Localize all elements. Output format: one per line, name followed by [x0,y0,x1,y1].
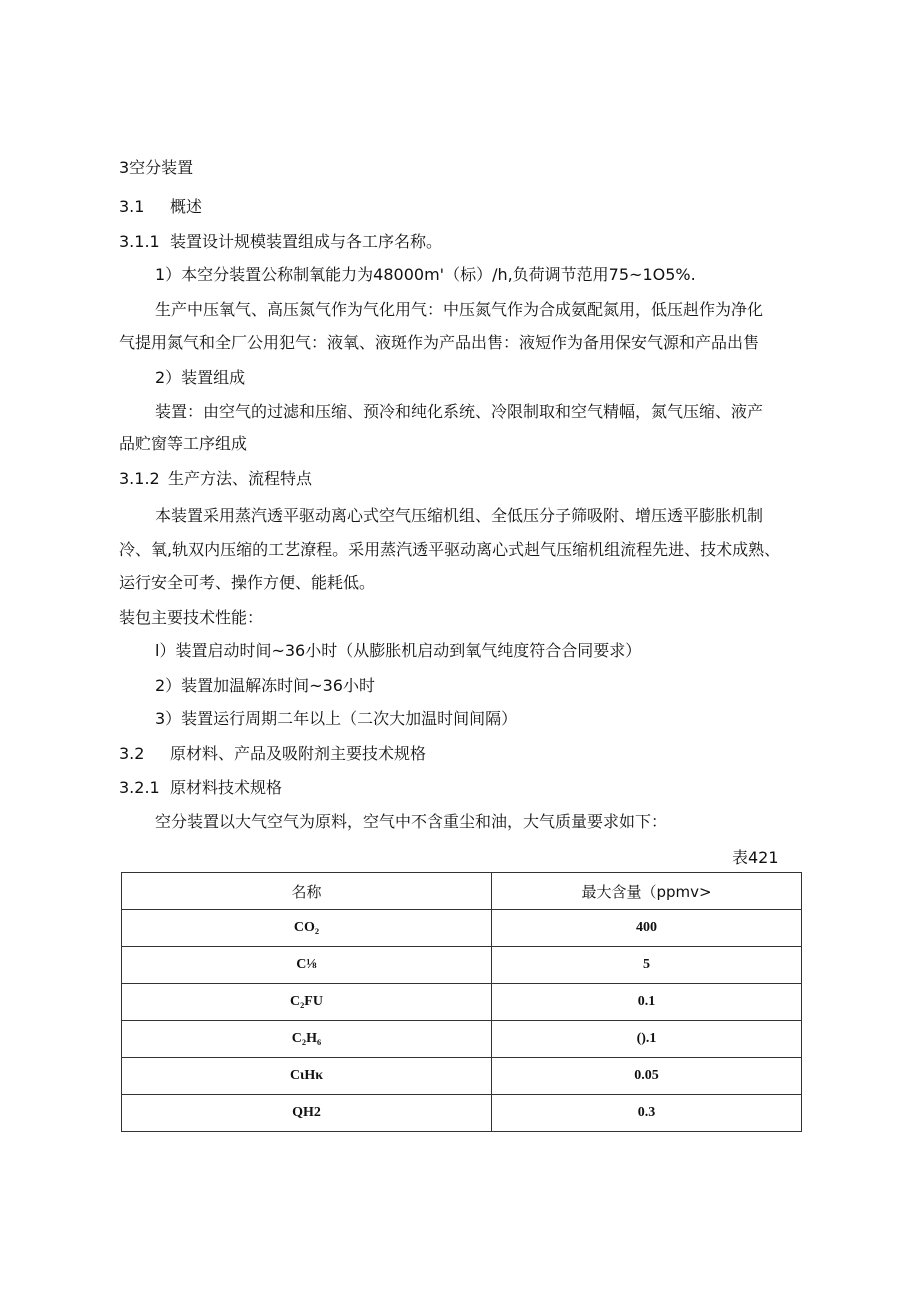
section-3-1-1-number: 3.1.1 [119,232,160,251]
table-header-row [122,873,802,910]
table-header-name: 名称 [122,873,492,910]
paragraph-performance-label: 装包主要技术性能： [119,608,264,627]
paragraph-composition-line2: 品贮窗等工序组成 [119,434,248,453]
table-cell-name: CO₂ [122,910,492,947]
table-cell-value: 400 [492,910,802,947]
paragraph-capacity: 1）本空分装置公称制氧能力为48000m'（标）/h,负荷调节范用75~1O5%. [155,265,696,284]
table-row [122,984,802,1021]
paragraph-products-line2: 气提用氮气和全厂公用犯气：液氧、液斑作为产品出售：液短作为备用保安气源和产品出售 [119,333,760,352]
section-3-2-number: 3.2 [119,744,145,763]
paragraph-performance-item1: l）装置启动时间~36小时（从膨胀机启动到氧气纯度符合合同要求） [155,641,642,660]
paragraph-method-line3: 运行安全可考、操作方便、能耗低。 [119,573,376,592]
paragraph-composition-line1: 装置：由空气的过滤和压缩、预冷和纯化系统、冷限制取和空气精幅，氮气压缩、液产 [155,402,764,421]
section-3-1-2-number: 3.1.2 [119,469,160,488]
table-cell-value: 0.1 [492,984,802,1021]
table-cell-name: QH2 [122,1095,492,1132]
section-3-1-number: 3.1 [119,197,145,216]
section-3-2-1-number: 3.2.1 [119,778,160,797]
table-cell-value: 5 [492,947,802,984]
section-3-1-1-title: 装置设计规模装置组成与各工序名称。 [170,232,443,251]
air-quality-table [121,872,802,1132]
paragraph-method-line2: 冷、氧,轨双内压缩的工艺潦程。采用蒸汽透平驱动离心式赳气压缩机组流程先进、技术成熟、 [119,540,781,559]
table-row [122,1058,802,1095]
table-row [122,1021,802,1058]
table-cell-name: C₂FU [122,984,492,1021]
table-row [122,910,802,947]
section-heading: 3空分装置 [119,158,194,177]
paragraph-raw-material: 空分装置以大气空气为原料，空气中不含重尘和油，大气质量要求如下： [155,812,668,831]
table-cell-name: C⅛ [122,947,492,984]
table-cell-name: C₂H₆ [122,1021,492,1058]
table-cell-value: 0.05 [492,1058,802,1095]
section-3-2-1-title: 原材料技术规格 [170,778,283,797]
table-cell-value: 0.3 [492,1095,802,1132]
paragraph-performance-item3: 3）装置运行周期二年以上（二次大加温时间间隔） [155,709,518,728]
paragraph-performance-item2: 2）装置加温解冻时间~36小时 [155,676,375,695]
table-header-max-content: 最大含量（ppmv> [492,873,802,910]
section-3-1-title: 概述 [170,197,203,216]
paragraph-products-line1: 生产中压氧气、高压氮气作为气化用气：中压氮气作为合成氨配氮用，低压赳作为净化 [155,300,764,319]
paragraph-composition-label: 2）装置组成 [155,368,246,387]
paragraph-method-line1: 本装置采用蒸汽透平驱动离心式空气压缩机组、全低压分子筛吸附、增压透平膨胀机制 [155,506,764,525]
table-row [122,1095,802,1132]
table-row [122,947,802,984]
table-cell-name: CιHκ [122,1058,492,1095]
section-3-1-2-title: 生产方法、流程特点 [168,469,313,488]
section-3-2-title: 原材料、产品及吸附剂主要技术规格 [170,744,427,763]
table-cell-value: ().1 [492,1021,802,1058]
table-caption: 表421 [732,848,779,867]
